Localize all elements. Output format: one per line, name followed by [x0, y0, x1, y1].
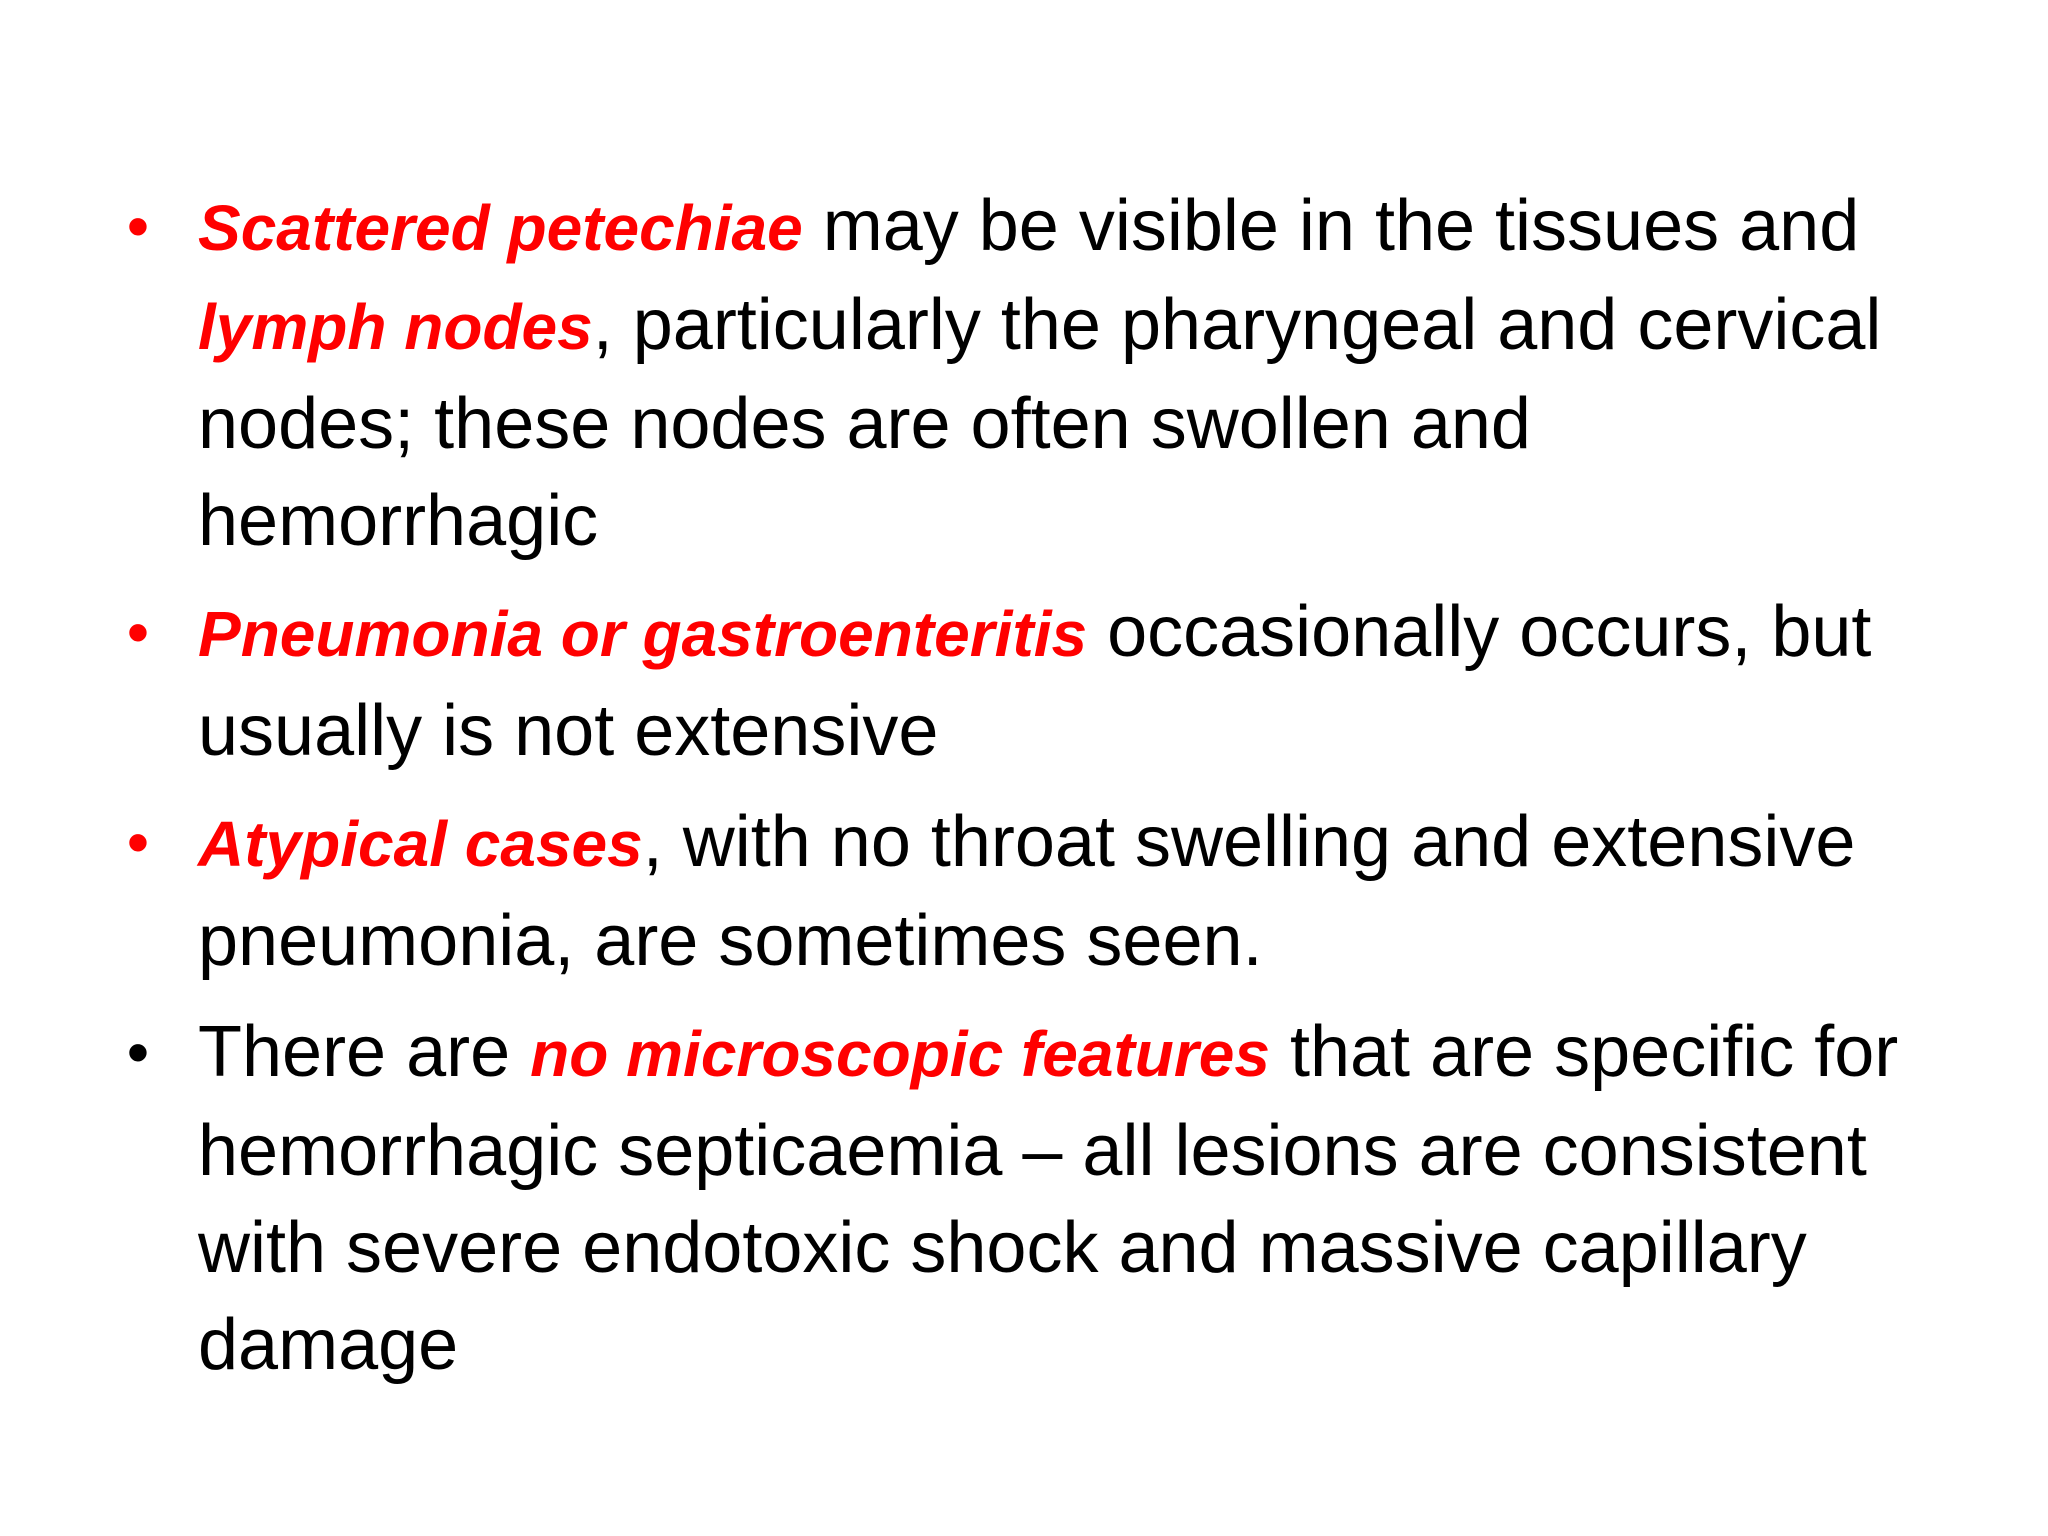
bullet-item-atypical [118, 794, 1938, 990]
highlight-lymph-nodes: lymph nodes [198, 291, 593, 363]
bullet-icon: • [126, 596, 150, 668]
highlight-atypical-cases: Atypical cases [198, 808, 643, 880]
highlight-scattered-petechiae: Scattered petechiae [198, 192, 803, 264]
bullet-text: , with no throat swelling and extensive pneumonia, are sometimes seen. [198, 802, 1856, 981]
bullet-item-pneumonia [118, 584, 1938, 780]
highlight-no-microscopic-features: no microscopic features [530, 1018, 1270, 1090]
bullet-item-petechiae [118, 178, 1938, 570]
bullet-text: There are [198, 1012, 531, 1092]
bullet-text: that are specific for hemorrhagic septicaemia – all lesions are consistent with severe endotoxic shock and massive capillary damage [198, 1012, 1899, 1385]
bullet-icon: • [126, 806, 150, 878]
bullet-text: may be visible in the tissues and [802, 186, 1860, 266]
bullet-list [118, 178, 1938, 1408]
bullet-icon: • [126, 1016, 150, 1088]
bullet-text: , particularly the pharyngeal and cervical nodes; these nodes are often swollen and hemorrhagic [198, 285, 1882, 561]
highlight-pneumonia-gastroenteritis: Pneumonia or gastroenteritis [198, 598, 1088, 670]
bullet-icon: • [126, 190, 150, 262]
bullet-item-microscopic [118, 1004, 1938, 1394]
bullet-text: occasionally occurs, but usually is not extensive [198, 592, 1872, 771]
